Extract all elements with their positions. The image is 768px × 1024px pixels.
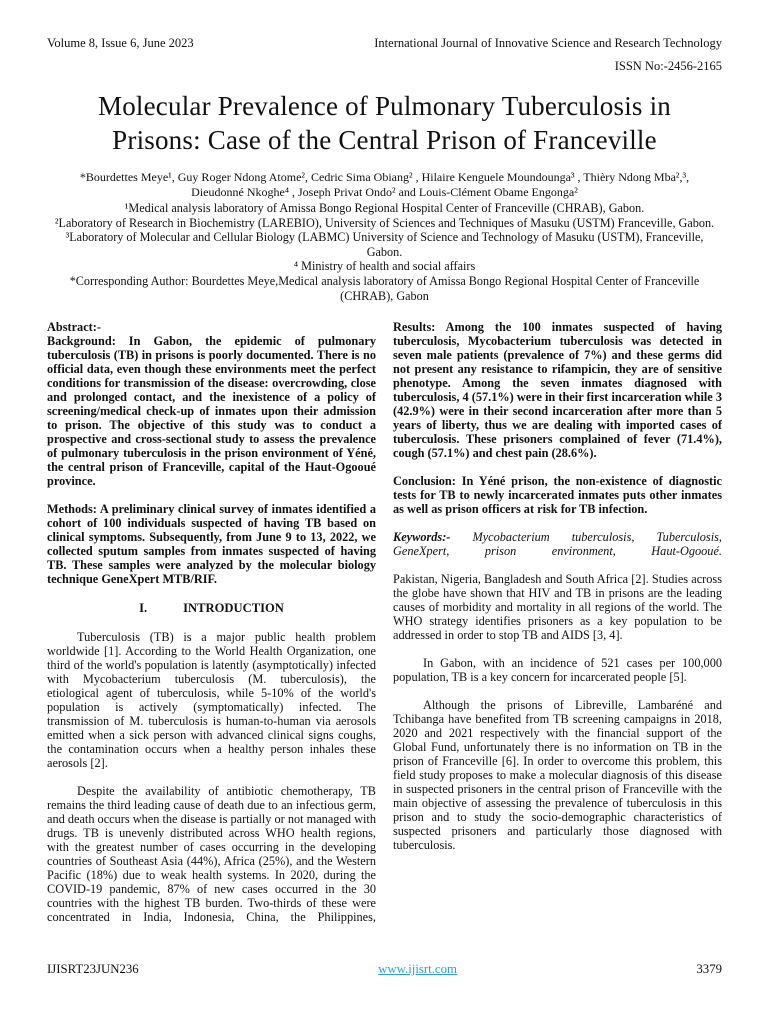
affiliation-2: ²Laboratory of Research in Biochemistry (LAREBIO), University of Sciences and Techniques of Masuku (USTM) Franceville, Gabon. bbox=[54, 215, 715, 230]
right-column bbox=[393, 320, 722, 965]
keywords-line bbox=[393, 530, 722, 558]
abstract-conclusion: Conclusion: In Yéné prison, the non-existence of diagnostic tests for TB to newly incarcerated inmates puts other inmates as well as prison officers at risk for TB infection. bbox=[393, 474, 722, 517]
page-header bbox=[47, 36, 722, 51]
paper-title-line1: Molecular Prevalence of Pulmonary Tuberculosis in bbox=[98, 91, 671, 121]
section-title: INTRODUCTION bbox=[183, 601, 284, 616]
intro-paragraph-4: In Gabon, with an incidence of 521 cases per 100,000 population, TB is a key concern for incarcerated people [5]. bbox=[393, 656, 722, 685]
author-list-line2: Dieudonné Nkoghe⁴ , Joseph Privat Ondo² and Louis-Clément Obame Engonga² bbox=[191, 185, 578, 199]
journal-name: International Journal of Innovative Science and Research Technology bbox=[374, 36, 722, 50]
intro-paragraph-5: Although the prisons of Libreville, Lambaréné and Tchibanga have benefited from TB screening campaigns in 2018, 2020 and 2021 respectively with the financial support of the Global Fund, unfortunately there is no information on TB in the prison of Franceville [6]. In order to overcome this problem, this field study proposes to make a molecular diagnosis of this disease in suspected prisoners in the central prison of Franceville with the main objective of assessing the prevalence of tuberculosis in this prison and to study the socio-demographic characteristics of suspected prisoners and particularly those diagnosed with tuberculosis. bbox=[393, 698, 722, 853]
intro-paragraph-3: Pakistan, Nigeria, Bangladesh and South Africa [2]. Studies across the globe have shown that HIV and TB in prisons are the leading causes of morbidity and mortality in all regions of the world. The WHO strategy identifies prisoners as a key population to be addressed in order to stop TB and AIDS [3, 4]. bbox=[393, 572, 722, 643]
section-numeral: I. bbox=[139, 601, 148, 616]
author-list-line1: *Bourdettes Meye¹, Guy Roger Ndong Atome², Cedric Sima Obiang² , Hilaire Kenguele Moundounga³ , Thièry Ndong Mba²,³, bbox=[79, 170, 690, 184]
issn-number: ISSN No:-2456-2165 bbox=[614, 59, 722, 73]
affiliation-3: ³Laboratory of Molecular and Cellular Biology (LABMC) University of Science and Technology of Masuku (USTM), Franceville, Gabon. bbox=[65, 230, 704, 259]
page-footer bbox=[47, 962, 722, 977]
abstract-label: Abstract:- bbox=[47, 320, 101, 335]
paper-title-line2: Prisons: Case of the Central Prison of Franceville bbox=[112, 125, 657, 155]
volume-issue: Volume 8, Issue 6, June 2023 bbox=[47, 36, 194, 50]
left-column bbox=[47, 320, 376, 965]
author-list bbox=[47, 170, 722, 200]
keywords-label: Keywords:- bbox=[393, 530, 451, 545]
journal-website-link[interactable]: www.ijisrt.com bbox=[378, 962, 457, 976]
manuscript-id: IJISRT23JUN236 bbox=[47, 962, 139, 976]
intro-paragraph-2: Despite the availability of antibiotic chemotherapy, TB remains the third leading cause of death due to an infectious germ, and death occurs when the disease is partially or not managed with drugs. TB is unevenly distributed across WHO health regions, with the greatest number of cases occurring in the developing countries of Southeast Asia (44%), Africa (25%), and the Western Pacific (18%) due to weak health systems. In 2020, during the COVID-19 pandemic, 87% of new cases occurred in the 30 countries with the highest TB burden. Two-thirds of these were concentrated in India, Indonesia, China, the Philippines, bbox=[47, 784, 376, 925]
abstract-background: Background: In Gabon, the epidemic of pulmonary tuberculosis (TB) in prisons is poorly documented. There is no official data, even though these environments meet the perfect conditions for transmission of the disease: overcrowding, close and prolonged contact, and the inexistence of a policy of screening/medical check-up of inmates upon their admission to prison. The objective of this study was to conduct a prospective and cross-sectional study to assess the prevalence of pulmonary tuberculosis in the prison environment of Yéné, the central prison of Franceville, capital of the Haut-Ogooué province. bbox=[47, 334, 376, 489]
page-number: 3379 bbox=[696, 962, 722, 976]
affiliations bbox=[47, 201, 722, 303]
affiliation-1: ¹Medical analysis laboratory of Amissa Bongo Regional Hospital Center of Franceville (CHRAB), Gabon. bbox=[124, 201, 645, 215]
abstract-results: Results: Among the 100 inmates suspected of having tuberculosis, Mycobacterium tuberculosis was detected in seven male patients (prevalence of 7%) and these germs did not present any resistance to rifampicin, they are of sensitive phenotype. Among the seven inmates diagnosed with tuberculosis, 4 (57.1%) were in their first incarceration while 3 (42.9%) were in their second incarceration after more than 5 years of liberty, thus we are dealing with imported cases of tuberculosis. These prisoners complained of fever (71.4%), cough (57.1%) and chest pain (28.6%). bbox=[393, 320, 722, 461]
introduction-heading bbox=[47, 601, 376, 615]
affiliation-4: ⁴ Ministry of health and social affairs bbox=[293, 259, 476, 274]
intro-paragraph-1: Tuberculosis (TB) is a major public health problem worldwide [1]. According to the World Health Organization, one third of the world's population is latently (asymptotically) infected with Mycobacterium tuberculosis (M. tuberculosis), the etiological agent of tuberculosis, while 5-10% of the world's population is actively (symptomatically) infected. The transmission of M. tuberculosis is human-to-human via aerosols emitted when a sick person with advanced clinical signs coughs, the contamination occurs when a healthy person inhales these aerosols [2]. bbox=[47, 630, 376, 771]
paper-title bbox=[47, 89, 722, 157]
body-columns bbox=[47, 320, 722, 965]
corresponding-author: *Corresponding Author: Bourdettes Meye,Medical analysis laboratory of Amissa Bongo Regional Hospital Center of Franceville (CHRAB), Gabon bbox=[69, 273, 700, 303]
abstract-methods: Methods: A preliminary clinical survey of inmates identified a cohort of 100 individuals suspected of having TB based on clinical symptoms. Subsequently, from June 9 to 13, 2022, we collected sputum samples from inmates suspected of having TB. These samples were analyzed by the molecular biology technique GeneXpert MTB/RIF. bbox=[47, 502, 376, 587]
keywords-text: Mycobacterium tuberculosis, Tuberculosis, GeneXpert, prison environment, Haut-Ogooué. bbox=[393, 530, 722, 559]
